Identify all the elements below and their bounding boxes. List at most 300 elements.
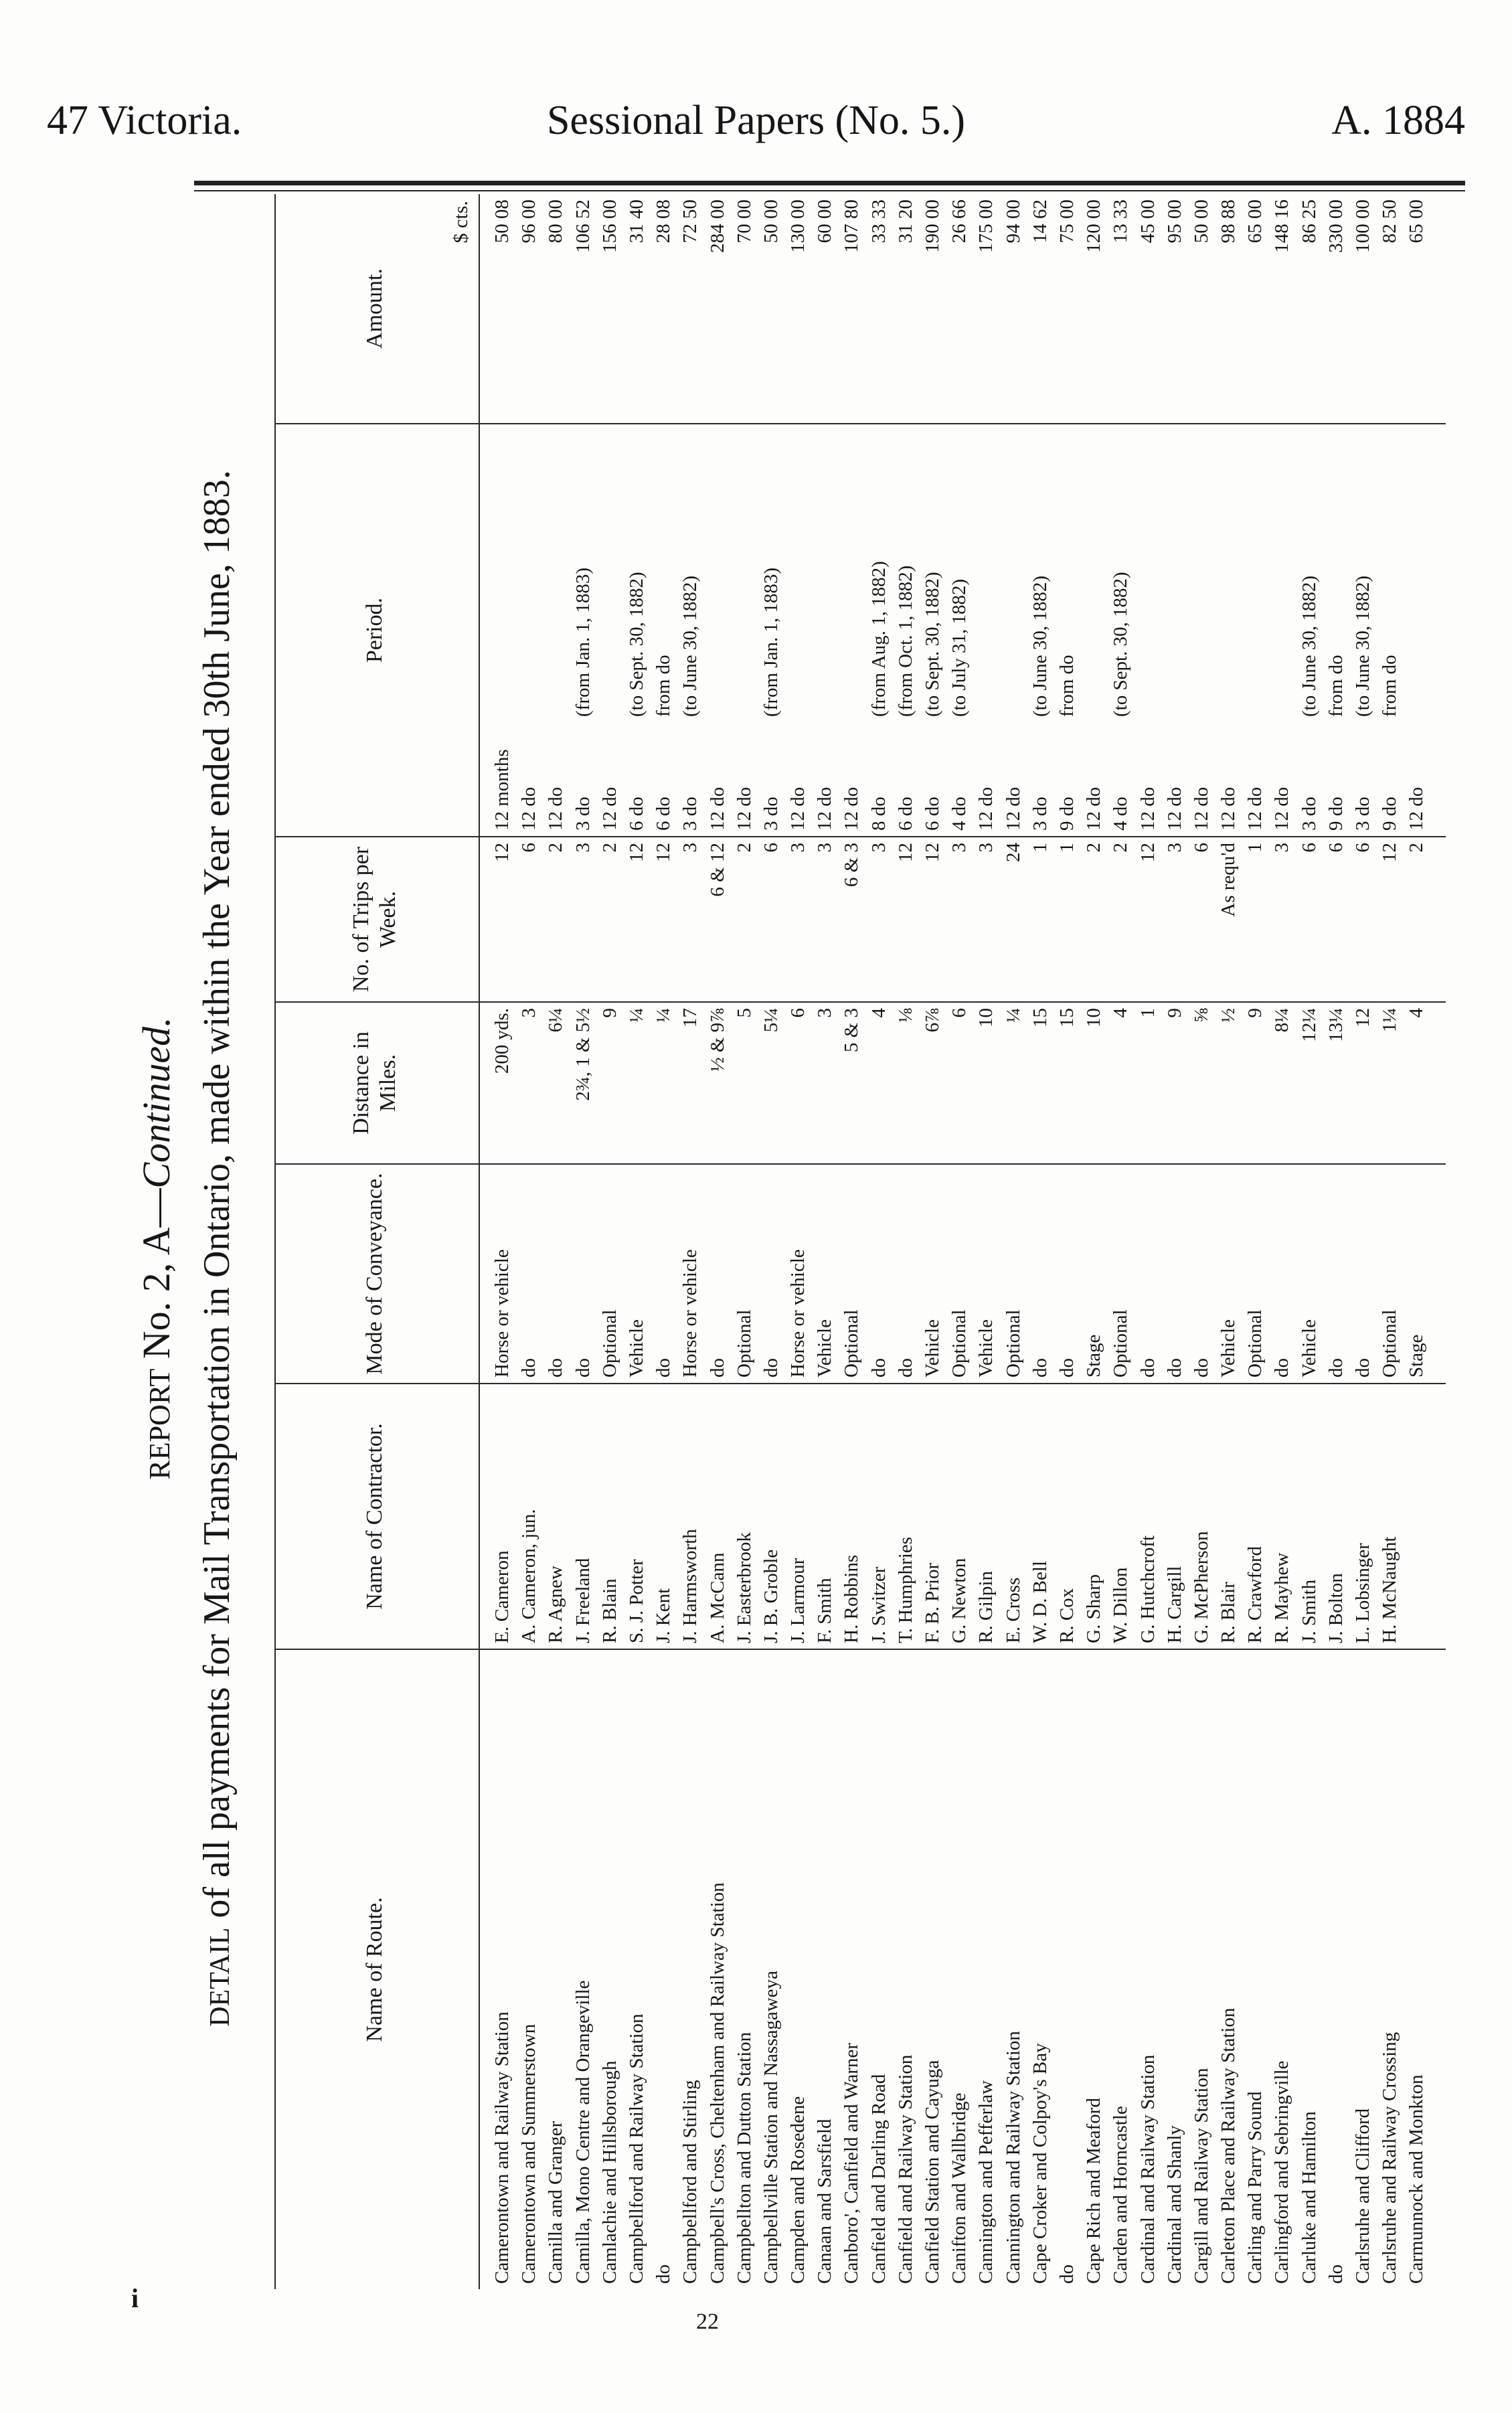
table-cell: 3 <box>1271 843 1293 853</box>
table-cell: 50 00 <box>760 199 782 244</box>
table-cell: 6 do <box>625 797 647 831</box>
table-cell: 1 <box>1056 843 1078 853</box>
table-cell: do <box>1029 1358 1051 1378</box>
table-cell: 13¼ <box>1325 1008 1347 1042</box>
table-cell: Camlachie and Hillsborough <box>598 2060 620 2284</box>
table-cell <box>1135 424 1161 717</box>
table-cell: 28 08 <box>653 199 675 244</box>
table-cell: (from Jan. 1, 1883) <box>760 567 782 717</box>
col-divider <box>274 423 1446 424</box>
report-subtitle <box>191 194 243 2303</box>
table-cell: 330 00 <box>1325 199 1347 253</box>
table-cell: 12 <box>1379 843 1401 862</box>
page-number: 22 <box>696 2309 719 2334</box>
table-cell: Vehicle <box>975 1319 997 1378</box>
header-rule-thick <box>194 181 1465 185</box>
table-cell: from do <box>1379 655 1401 717</box>
table-cell: 5 & 3 <box>841 1008 863 1053</box>
table-cell: 284 00 <box>706 199 728 253</box>
table-cell: 12 do <box>598 786 620 831</box>
table-cell: 148 16 <box>1271 199 1293 253</box>
table-cell: 96 00 <box>518 199 540 244</box>
table-cell: J. Freeland <box>572 1558 594 1643</box>
table-cell: 10 <box>975 1008 997 1027</box>
table-cell: W. D. Bell <box>1029 1561 1051 1643</box>
table-cell: do <box>706 1358 728 1378</box>
col-route <box>274 1650 1446 2289</box>
table-cell: 6⅞ <box>922 1008 943 1033</box>
table-cell: 6 do <box>894 797 916 831</box>
subtitle-text: of all payments for Mail Transportation in Ontario, made within the Year ended 30th June, 1883. <box>196 470 238 1928</box>
table-cell: 107 80 <box>841 199 863 253</box>
table-cell: J. Harmsworth <box>679 1529 701 1643</box>
table-cell <box>811 424 838 717</box>
table-cell: E. Cross <box>1002 1577 1024 1643</box>
table-cell: 3 do <box>679 797 701 831</box>
table-cell: 13 33 <box>1110 199 1132 244</box>
col-divider <box>274 1163 1446 1165</box>
table-cell: 98 88 <box>1217 199 1240 244</box>
table-cell: 3 <box>948 843 971 853</box>
table-cell: 3 <box>518 1008 540 1018</box>
col-header-amount: Amount. <box>362 268 387 349</box>
table-cell: 2¾, 1 & 5½ <box>572 1008 594 1101</box>
table-cell <box>1403 424 1430 717</box>
subtitle-smallcaps: DETAIL <box>205 1927 236 2027</box>
table-cell: 12 do <box>1002 786 1024 831</box>
table-cell: 24 <box>1002 843 1024 862</box>
table-cell <box>1242 424 1268 717</box>
table-cell <box>542 424 569 717</box>
table-cell: E. Cameron <box>491 1550 513 1643</box>
table-cell: 9 do <box>1056 797 1078 831</box>
table-cell: Camilla and Granger <box>545 2120 567 2284</box>
table-cell: 12 do <box>1163 786 1185 831</box>
col-header-contractor: Name of Contractor. <box>362 1423 387 1610</box>
table-cell: Canaan and Sarsfield <box>814 2118 836 2284</box>
table-cell <box>973 424 999 717</box>
table-cell: do <box>1190 1358 1212 1378</box>
table-cell: 8¼ <box>1271 1008 1293 1033</box>
table-cell: 12 do <box>1137 786 1159 831</box>
table-cell: 1¼ <box>1379 1008 1401 1033</box>
table-cell: Canfield Station and Cayuga <box>922 2060 943 2284</box>
table-cell: 3 do <box>572 797 594 831</box>
table-cell: from do <box>1056 655 1078 717</box>
table-cell: 31 20 <box>894 199 916 244</box>
table-cell: 45 00 <box>1137 199 1159 244</box>
table-cell: H. Cargill <box>1163 1566 1185 1643</box>
table-cell: F. Smith <box>814 1578 836 1643</box>
table-cell: Camerontown and Railway Station <box>491 2011 513 2284</box>
table-cell: Vehicle <box>922 1319 943 1378</box>
table-cell <box>704 424 731 717</box>
table-cell: Camerontown and Summerstown <box>518 2023 540 2284</box>
table-cell: do <box>1163 1358 1185 1378</box>
table-cell: 4 <box>867 1008 890 1018</box>
table-cell: Vehicle <box>1298 1319 1320 1378</box>
table-cell: Cape Rich and Meaford <box>1083 2098 1105 2284</box>
table-cell: F. B. Prior <box>922 1562 943 1643</box>
table-cell: 12 <box>922 843 943 862</box>
table-cell: do <box>894 1358 916 1378</box>
table-cell: Optional <box>733 1309 755 1378</box>
table-cell: G. Newton <box>948 1558 971 1643</box>
table-cell: 15 <box>1056 1008 1078 1027</box>
table-cell: 5¼ <box>760 1008 782 1033</box>
table-cell: 190 00 <box>922 199 943 253</box>
table-cell <box>1161 424 1188 717</box>
table-cell: 17 <box>679 1008 701 1027</box>
col-mode <box>274 1165 1446 1383</box>
report-title-continued: Continued. <box>135 1017 178 1189</box>
table-cell: 65 00 <box>1244 199 1266 244</box>
table-cell: (to Sept. 30, 1882) <box>625 572 647 717</box>
table-cell: Cannington and Pefferlaw <box>975 2080 997 2284</box>
table-cell: 2 <box>598 843 620 853</box>
running-header <box>47 94 1465 147</box>
table-cell: 6 & 3 <box>841 843 863 888</box>
col-divider <box>274 836 1446 837</box>
col-period <box>274 424 1446 722</box>
table-cell: 6 <box>518 843 540 853</box>
table-cell: ⅝ <box>1190 1008 1212 1023</box>
table-cell: 2 <box>733 843 755 853</box>
table-cell <box>731 424 758 717</box>
col-header-mode: Mode of Conveyance. <box>362 1173 387 1375</box>
table-cell <box>596 424 623 717</box>
table-cell: 14 62 <box>1029 199 1051 244</box>
table-cell: Campbellton and Dutton Station <box>733 2031 755 2284</box>
table-cell: 3 do <box>1352 797 1373 831</box>
table-cell: (to Sept. 30, 1882) <box>922 572 943 717</box>
table-cell: 31 40 <box>625 199 647 244</box>
table-cell: 6 <box>1352 843 1373 853</box>
table-cell: do <box>1056 2264 1078 2284</box>
table-cell: do <box>760 1358 782 1378</box>
amount-cells <box>489 194 1430 423</box>
table-cell: 3 <box>572 843 594 853</box>
table-cell: 1 <box>1029 843 1051 853</box>
table-cell: 2 <box>1406 843 1428 853</box>
table-cell: 4 do <box>948 797 971 831</box>
table-cell: R. Agnew <box>545 1566 567 1643</box>
table-cell: ¼ <box>653 1008 675 1023</box>
table-cell: Optional <box>1244 1309 1266 1378</box>
table-cell: 12 <box>1137 843 1159 862</box>
table-cell: 9 <box>1244 1008 1266 1018</box>
table-cell: 82 50 <box>1379 199 1401 244</box>
table-cell: 6 do <box>922 797 943 831</box>
table-cell: do <box>1325 1358 1347 1378</box>
table-cell: Cargill and Railway Station <box>1190 2068 1212 2284</box>
months-cells <box>489 722 1430 836</box>
table-cell: W. Dillon <box>1110 1567 1132 1643</box>
table-cell: 156 00 <box>598 199 620 253</box>
table-cell: 6 <box>948 1008 971 1018</box>
table-cell: 12 do <box>518 786 540 831</box>
table-cell: 3 <box>975 843 997 853</box>
table-cell: ¼ <box>1002 1008 1024 1023</box>
table-cell: Campbellville Station and Nassagaweya <box>760 1971 782 2284</box>
table-cell: (to June 30, 1882) <box>679 575 701 717</box>
table-cell: Stage <box>1406 1334 1428 1378</box>
table-cell: 120 00 <box>1083 199 1105 253</box>
contractor-cells <box>489 1384 1430 1649</box>
table-cell: 3 <box>1163 843 1185 853</box>
table-cell: Camilla, Mono Centre and Orangeville <box>572 1980 594 2284</box>
table-cell: 50 08 <box>491 199 513 244</box>
table-cell: 15 <box>1029 1008 1051 1027</box>
period-cells <box>489 424 1430 722</box>
table-cell <box>1188 424 1215 717</box>
table-cell: do <box>1325 2264 1347 2284</box>
table-cell: do <box>1137 1358 1159 1378</box>
table-cell: 175 00 <box>975 199 997 253</box>
table-cell: do <box>518 1358 540 1378</box>
table-cell: Carling and Parry Sound <box>1244 2091 1266 2284</box>
table-cell: ½ <box>1217 1008 1240 1023</box>
col-header-distance: Distance in Miles. <box>349 1031 400 1135</box>
table-cell: 72 50 <box>679 199 701 244</box>
table-cell: (to June 30, 1882) <box>1352 575 1373 717</box>
table-cell: 80 00 <box>545 199 567 244</box>
table-cell: 12 <box>653 843 675 862</box>
table-cell <box>1268 424 1295 717</box>
table-cell: 1 <box>1244 843 1266 853</box>
table-cell: Campbellford and Railway Station <box>625 2013 647 2284</box>
table-cell: As requ'd <box>1217 843 1240 917</box>
table-cell: 12 do <box>1406 786 1428 831</box>
table-cell: Optional <box>948 1309 971 1378</box>
table-cell: 12¼ <box>1298 1008 1320 1042</box>
table-cell: 12 do <box>1083 786 1105 831</box>
table-cell: R. Blair <box>1217 1582 1240 1643</box>
table-cell: 12 months <box>491 749 513 831</box>
table-cell: 3 do <box>1029 797 1051 831</box>
table-cell: Horse or vehicle <box>679 1249 701 1378</box>
table-cell: 2 <box>1110 843 1132 853</box>
header-title: Sessional Papers (No. 5.) <box>546 98 966 143</box>
table-cell: 12 do <box>841 786 863 831</box>
rotated-table-block <box>131 194 1456 2303</box>
table-cell: 3 <box>814 843 836 853</box>
table-cell: 33 33 <box>867 199 890 244</box>
table-cell: L. Lobsinger <box>1352 1543 1373 1643</box>
table-cell: 12 do <box>706 786 728 831</box>
table-cell: 100 00 <box>1352 199 1373 253</box>
table-cell: do <box>653 1358 675 1378</box>
table-cell: R. Blain <box>598 1578 620 1643</box>
table-cell: J. Larmour <box>787 1558 809 1643</box>
report-title <box>131 194 183 2303</box>
col-header-route: Name of Route. <box>362 1897 387 2042</box>
table-cell <box>1080 424 1107 717</box>
table-cell: 95 00 <box>1163 199 1185 244</box>
table-cell: 130 00 <box>787 199 809 253</box>
table-cell: Optional <box>1379 1309 1401 1378</box>
table-cell: R. Mayhew <box>1271 1552 1293 1643</box>
header-volume: 47 Victoria. <box>47 98 242 143</box>
table-cell: 4 <box>1406 1008 1428 1018</box>
table-cell: Optional <box>841 1309 863 1378</box>
table-cell: 6 <box>1190 843 1212 853</box>
table-cell: (to June 30, 1882) <box>1029 575 1051 717</box>
table-cell: Campbell's Cross, Cheltenham and Railway Station <box>706 1882 728 2284</box>
table-cell <box>838 424 865 717</box>
table-cell: 3 <box>867 843 890 853</box>
table-cell: A. Cameron, jun. <box>518 1509 540 1643</box>
col-divider <box>274 1383 1446 1384</box>
col-header-period: Period. <box>362 597 387 663</box>
table-cell: 6 & 12 <box>706 843 728 897</box>
table-cell: Canfield and Railway Station <box>894 2054 916 2284</box>
table-cell: Canboro', Canfield and Warner <box>841 2043 863 2284</box>
table-cell: 10 <box>1083 1008 1105 1027</box>
table-cell: Canfield and Darling Road <box>867 2074 890 2284</box>
table-cell: 12 do <box>975 786 997 831</box>
table-cell: 200 yds. <box>491 1008 513 1074</box>
table-cell: do <box>572 1358 594 1378</box>
table-cell: J. Smith <box>1298 1579 1320 1643</box>
table-cell: 2 <box>1083 843 1105 853</box>
col-amount <box>274 194 1446 423</box>
table-cell: 3 do <box>1298 797 1320 831</box>
table-cell: Carlsruhe and Railway Crossing <box>1379 2031 1401 2284</box>
table-cell: Carmunnock and Monkton <box>1406 2074 1428 2284</box>
table-cell: 6 <box>760 843 782 853</box>
table-cell: 6 <box>1298 843 1320 853</box>
table-cell: do <box>867 1358 890 1378</box>
report-title-smallcaps: REPORT <box>143 1368 176 1480</box>
table-cell: from do <box>1325 655 1347 717</box>
table-cell: Carden and Horncastle <box>1110 2106 1132 2284</box>
table-cell: 75 00 <box>1056 199 1078 244</box>
table-cell: Horse or vehicle <box>491 1249 513 1378</box>
table-cell: 8 do <box>867 797 890 831</box>
table-cell: Optional <box>1002 1309 1024 1378</box>
table-cell: 86 25 <box>1298 199 1320 244</box>
table-cell: 3 <box>787 843 809 853</box>
table-cell: 12 do <box>1271 786 1293 831</box>
table-cell: G. Sharp <box>1083 1574 1105 1643</box>
table-cell: 12 <box>625 843 647 862</box>
table-cell: Campden and Rosedene <box>787 2096 809 2284</box>
col-contractor <box>274 1384 1446 1649</box>
table-cell: 94 00 <box>1002 199 1024 244</box>
margin-mark: i <box>131 2283 139 2313</box>
table-cell: do <box>545 1358 567 1378</box>
table-cell: 65 00 <box>1406 199 1428 244</box>
table-cell: J. Kent <box>653 1588 675 1643</box>
table-cell: do <box>1352 1358 1373 1378</box>
table-cell: 60 00 <box>814 199 836 244</box>
table-cell: J. Switzer <box>867 1566 890 1643</box>
table-cell: 12 do <box>733 786 755 831</box>
table-cell: G. McPherson <box>1190 1531 1212 1643</box>
table-cell: 3 do <box>760 797 782 831</box>
table-cell: 12 do <box>1244 786 1266 831</box>
table-cell: Cardinal and Shanly <box>1163 2125 1185 2284</box>
table-cell: (to July 31, 1882) <box>948 578 971 717</box>
table-cell: 9 do <box>1379 797 1401 831</box>
table-cell: J. Bolton <box>1325 1573 1347 1643</box>
table-cell: 4 do <box>1110 797 1132 831</box>
amount-units: $ cts. <box>450 201 472 244</box>
table-cell: 9 <box>598 1008 620 1018</box>
table-cell: Horse or vehicle <box>787 1249 809 1378</box>
table-cell: Cardinal and Railway Station <box>1137 2054 1159 2284</box>
table-cell: Vehicle <box>1217 1319 1240 1378</box>
table-cell: (to Sept. 30, 1882) <box>1110 572 1132 717</box>
table-cell: R. Cox <box>1056 1588 1078 1643</box>
distance-cells <box>489 1003 1430 1163</box>
table-cell: 1 <box>1137 1008 1159 1018</box>
table-cell: Carlsruhe and Clifford <box>1352 2108 1373 2284</box>
table-cell: 6 do <box>653 797 675 831</box>
table-cell: 9 <box>1163 1008 1185 1018</box>
table-cell: (to June 30, 1882) <box>1298 575 1320 717</box>
table-cell: Carluke and Hamilton <box>1298 2111 1320 2284</box>
table-cell: (from Oct. 1, 1882) <box>894 565 916 717</box>
table-cell: 26 66 <box>948 199 971 244</box>
report-title-number: No. 2, A— <box>135 1188 178 1369</box>
col-divider <box>274 1001 1446 1003</box>
table-cell: 6 <box>787 1008 809 1018</box>
table-cell <box>1403 1384 1430 1643</box>
mail-transport-table <box>274 194 1446 2289</box>
table-cell: H. McNaught <box>1379 1536 1401 1643</box>
table-cell: 6¼ <box>545 1008 567 1033</box>
table-cell: H. Robbins <box>841 1554 863 1643</box>
table-cell: 3 <box>679 843 701 853</box>
table-cell: S. J. Potter <box>625 1559 647 1643</box>
table-cell: 4 <box>1110 1008 1132 1018</box>
table-cell: 2 <box>545 843 567 853</box>
table-cell: 5 <box>733 1008 755 1018</box>
table-cell: J. Easterbrook <box>733 1532 755 1643</box>
table-cell: do <box>1056 1358 1078 1378</box>
table-cell: R. Gilpin <box>975 1571 997 1643</box>
table-cell <box>515 424 542 717</box>
table-cell: 9 do <box>1325 797 1347 831</box>
table-cell: Canifton and Wallbridge <box>948 2092 971 2284</box>
table-cell: (from Jan. 1, 1883) <box>572 567 594 717</box>
table-cell <box>1215 424 1242 717</box>
table-cell: 6 <box>1325 843 1347 853</box>
table-cell: Vehicle <box>814 1319 836 1378</box>
table-cell: ¼ <box>625 1008 647 1023</box>
table-cell: (from Aug. 1, 1882) <box>867 561 890 717</box>
table-cell: ⅛ <box>894 1008 916 1023</box>
table-cell: 50 00 <box>1190 199 1212 244</box>
col-distance <box>274 1003 1446 1163</box>
table-cell: 3 <box>814 1008 836 1018</box>
table-cell: 12 do <box>814 786 836 831</box>
table-cell: do <box>1271 1358 1293 1378</box>
header-rule-thin <box>194 190 1465 191</box>
route-cells <box>489 1650 1430 2289</box>
table-cell <box>1000 424 1027 717</box>
table-cell: do <box>653 2264 675 2284</box>
table-cell: 12 do <box>787 786 809 831</box>
table-cell: A. McCann <box>706 1552 728 1643</box>
table-cell: G. Hutchcroft <box>1137 1535 1159 1643</box>
table-cell: Optional <box>1110 1309 1132 1378</box>
table-cell: 106 52 <box>572 199 594 253</box>
table-cell: Carleton Place and Railway Station <box>1217 2007 1240 2284</box>
table-cell: Campbellford and Stirling <box>679 2080 701 2284</box>
